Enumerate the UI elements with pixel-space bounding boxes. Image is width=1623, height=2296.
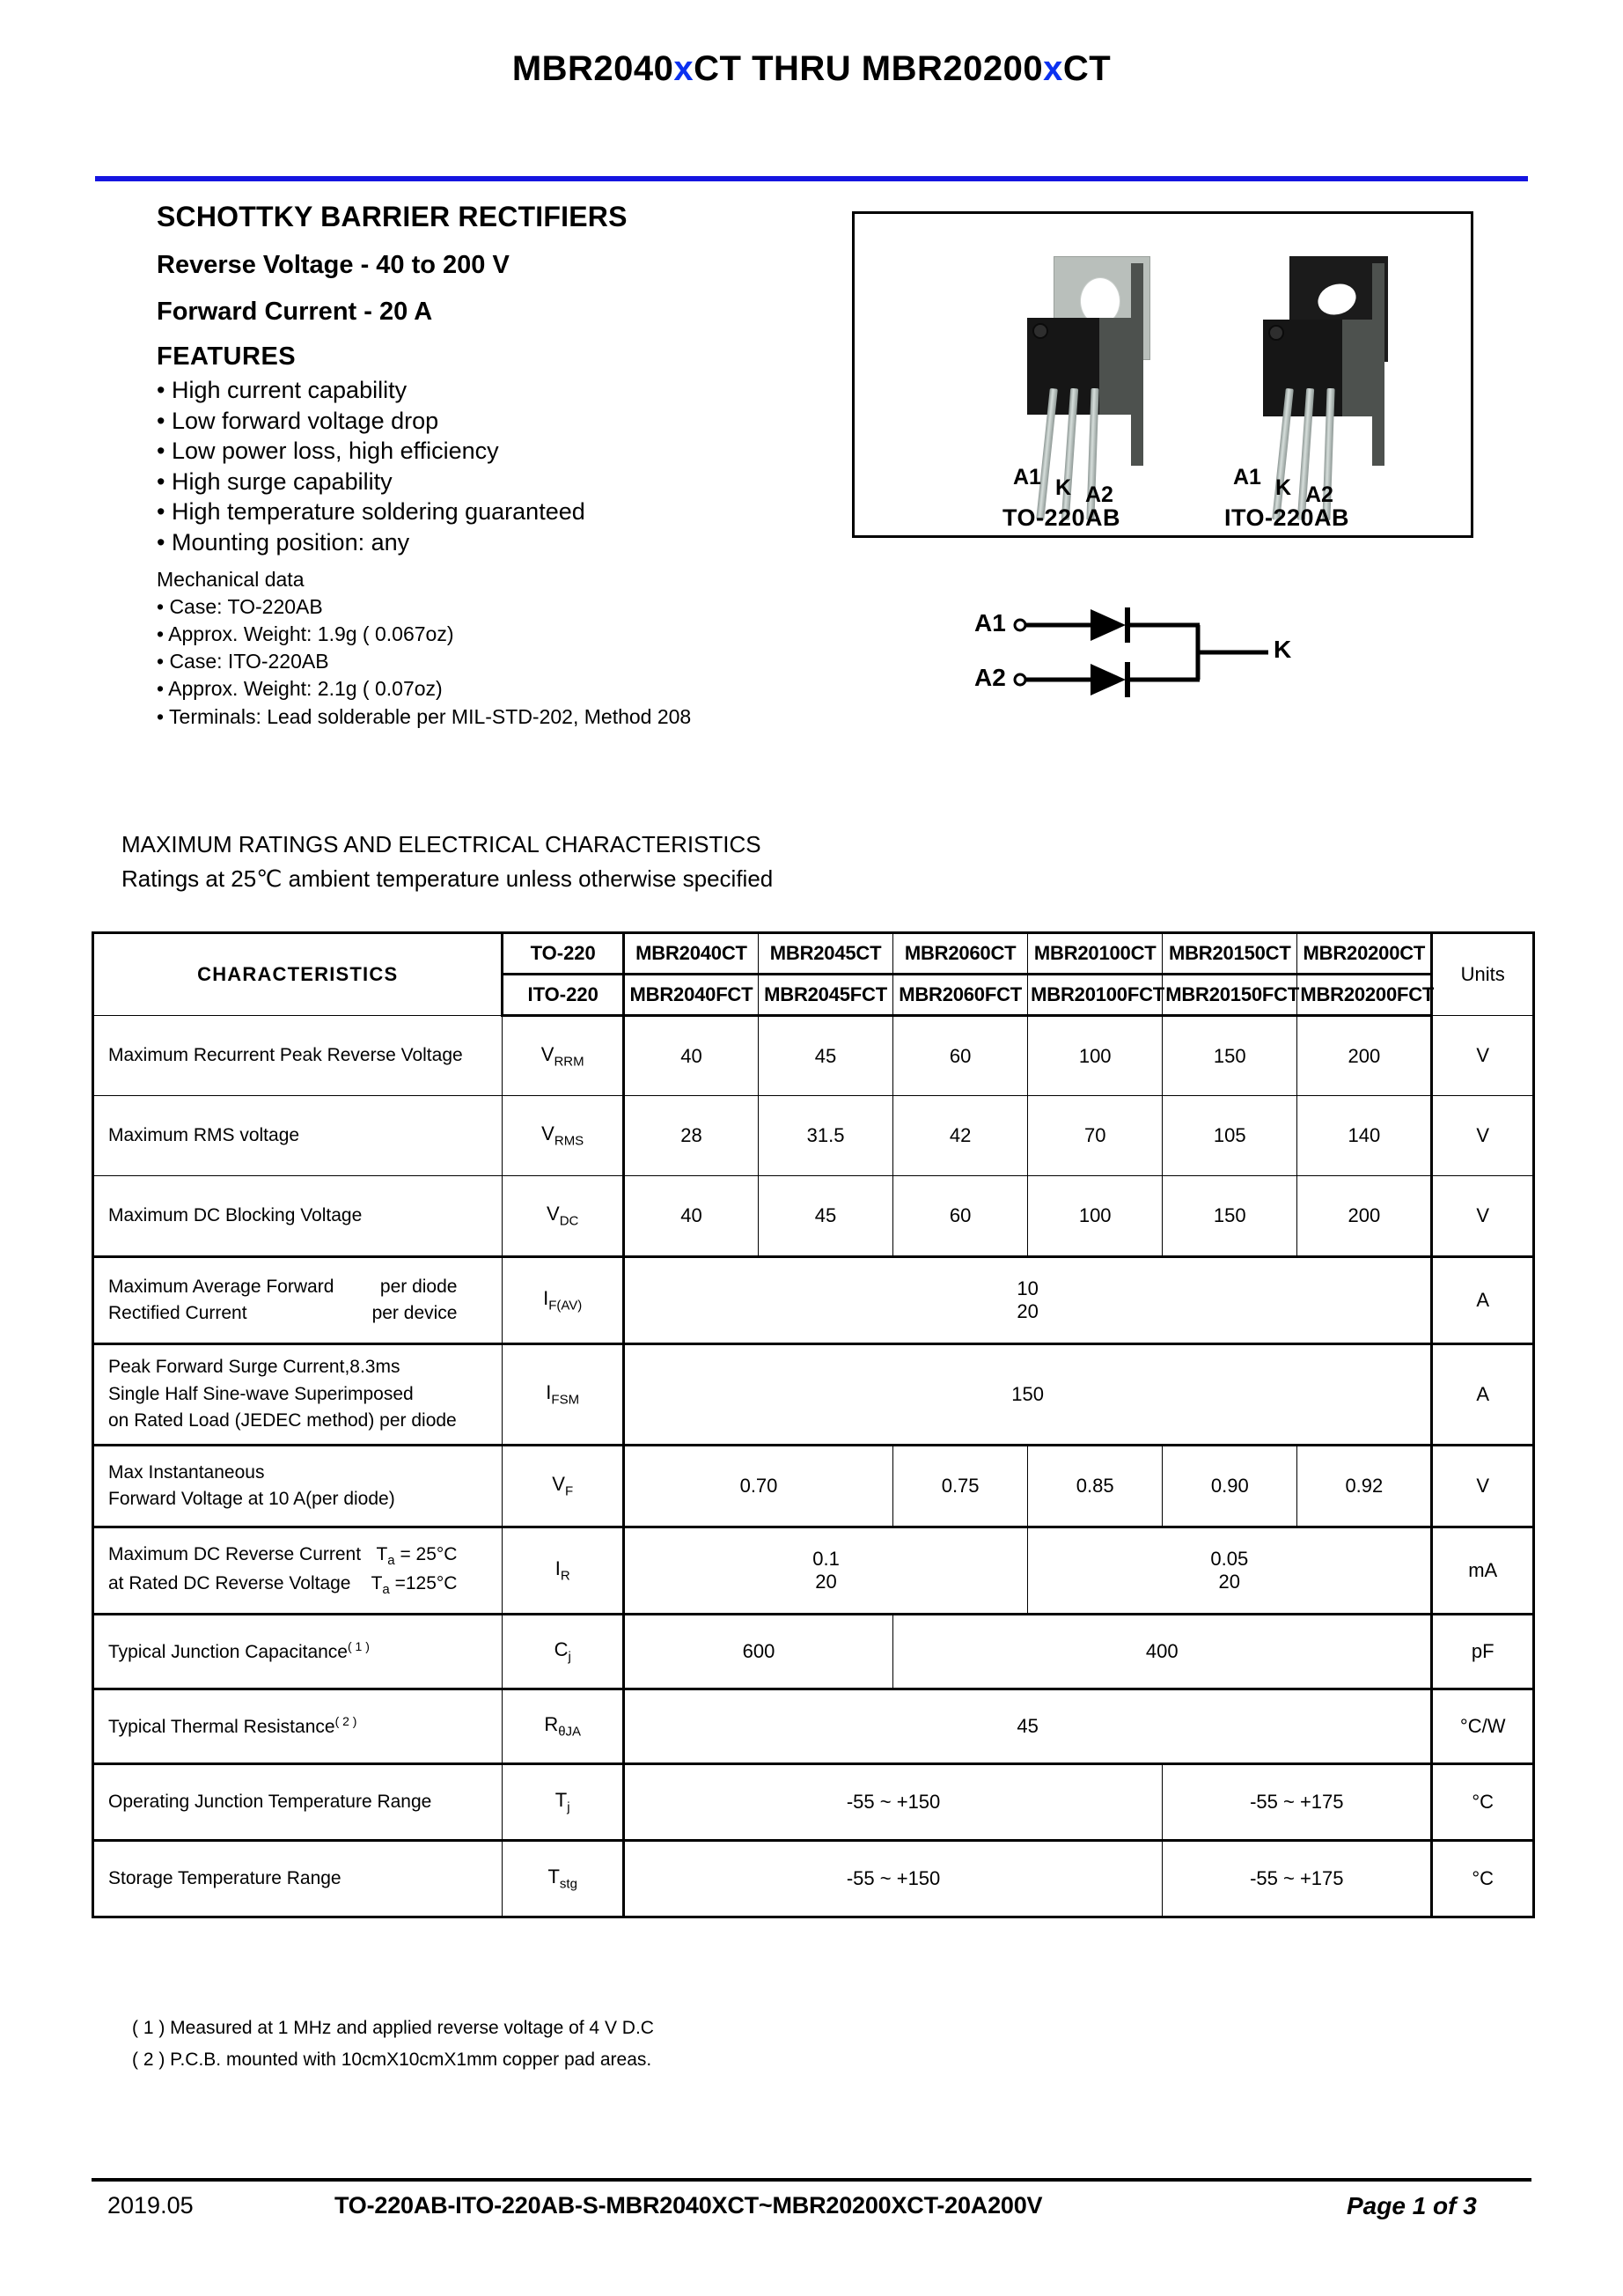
row-description bbox=[93, 1615, 503, 1689]
package-type-to220: TO-220 bbox=[503, 933, 623, 975]
ito220-pin-label-a2: A2 bbox=[1305, 482, 1333, 507]
footnotes bbox=[132, 2013, 654, 2075]
value-cell: 42 bbox=[893, 1096, 1028, 1176]
list-item: • Case: TO-220AB bbox=[157, 595, 323, 619]
part-number-cell: MBR20150CT bbox=[1163, 933, 1297, 975]
value-line-per-diode: 10 bbox=[1017, 1277, 1039, 1299]
condition-value: =125°C bbox=[389, 1573, 458, 1593]
list-item: • Terminals: Lead solderable per MIL-STD-202, Method 208 bbox=[157, 704, 692, 728]
unit-cell: V bbox=[1432, 1446, 1534, 1527]
symbol-base: V bbox=[540, 1042, 554, 1065]
list-item: • Low forward voltage drop bbox=[157, 407, 439, 434]
value-cell: 100 bbox=[1028, 1016, 1163, 1096]
package-illustration-box bbox=[852, 211, 1473, 691]
title-x-1: x bbox=[673, 49, 694, 88]
unit-cell: V bbox=[1432, 1016, 1534, 1096]
characteristics-header: CHARACTERISTICS bbox=[93, 933, 503, 1016]
schematic-label-a2: A2 bbox=[974, 664, 1006, 691]
description-text: Typical Junction Capacitance bbox=[108, 1641, 348, 1662]
symbol-subscript: R bbox=[560, 1568, 570, 1584]
footnote-1: ( 1 ) Measured at 1 MHz and applied reverse voltage of 4 V D.C bbox=[132, 2018, 654, 2038]
forward-current-line: Forward Current - 20 A bbox=[157, 298, 433, 326]
ratings-section-heading bbox=[121, 828, 773, 896]
ito220ab-package-drawing bbox=[1251, 256, 1409, 520]
part-number-cell: MBR2060CT bbox=[893, 933, 1028, 975]
to220-pin-label-a2: A2 bbox=[1085, 482, 1113, 507]
value-cell: 105 bbox=[1163, 1096, 1297, 1176]
value-cell-merged bbox=[623, 1257, 1431, 1344]
value-cell: 0.92 bbox=[1297, 1446, 1432, 1527]
symbol-subscript: θJA bbox=[558, 1724, 582, 1740]
footer-date: 2019.05 bbox=[107, 2192, 194, 2219]
symbol-subscript: FSM bbox=[551, 1392, 580, 1408]
symbol-base: R bbox=[544, 1713, 559, 1736]
symbol-subscript: stg bbox=[559, 1876, 577, 1892]
features-list bbox=[157, 375, 861, 557]
title-part-1: MBR2040 bbox=[511, 49, 674, 88]
footer-page-number: Page 1 of 3 bbox=[1347, 2192, 1477, 2219]
ratings-heading-line-2: Ratings at 25℃ ambient temperature unless otherwise specified bbox=[121, 865, 774, 892]
description-line: Single Half Sine-wave Superimposed bbox=[108, 1383, 414, 1404]
description-line bbox=[108, 1542, 499, 1571]
row-symbol bbox=[503, 1615, 623, 1689]
footer-part-line: TO-220AB-ITO-220AB-S-MBR2040XCT~MBR20200XCT-20A200V bbox=[334, 2192, 1043, 2219]
condition-symbol: T bbox=[371, 1573, 383, 1593]
footer-divider bbox=[92, 2178, 1531, 2182]
ito220ab-package-name: ITO-220AB bbox=[1224, 504, 1350, 531]
value-cell-merged-left bbox=[623, 1527, 1027, 1615]
description-line: on Rated Load (JEDEC method) per diode bbox=[108, 1410, 457, 1431]
symbol-subscript: RRM bbox=[554, 1054, 584, 1070]
description-text: Rectified Current bbox=[108, 1303, 247, 1323]
description-condition bbox=[371, 1571, 500, 1600]
to220-pin-label-k: K bbox=[1055, 475, 1072, 500]
reverse-voltage-line: Reverse Voltage - 40 to 200 V bbox=[157, 251, 510, 279]
part-number-cell: MBR2045CT bbox=[759, 933, 893, 975]
description-qualifier: per device bbox=[371, 1303, 458, 1323]
value-cell: 0.85 bbox=[1028, 1446, 1163, 1527]
ratings-heading-line-1: MAXIMUM RATINGS AND ELECTRICAL CHARACTERISTICS bbox=[121, 831, 761, 857]
to220ab-package-name: TO-220AB bbox=[1002, 504, 1121, 531]
row-symbol bbox=[503, 1446, 623, 1527]
specifications-table bbox=[92, 931, 1535, 1918]
row-description: Maximum RMS voltage bbox=[93, 1096, 503, 1176]
symbol-subscript: j bbox=[568, 1649, 571, 1665]
row-symbol bbox=[503, 1689, 623, 1764]
table-row bbox=[93, 1689, 1534, 1764]
unit-cell: °C bbox=[1432, 1764, 1534, 1841]
condition-subscript: a bbox=[387, 1553, 395, 1569]
overview-text-column bbox=[157, 201, 861, 731]
title-part-2: CT THRU MBR20200 bbox=[694, 49, 1044, 88]
row-symbol bbox=[503, 1257, 623, 1344]
value-cell: 0.90 bbox=[1163, 1446, 1297, 1527]
unit-cell: °C bbox=[1432, 1841, 1534, 1917]
description-text: at Rated DC Reverse Voltage bbox=[108, 1573, 351, 1593]
description-line bbox=[108, 1571, 499, 1600]
to220-pin-label-a1: A1 bbox=[1013, 465, 1041, 489]
features-heading: FEATURES bbox=[157, 342, 297, 371]
part-number-cell: MBR20100FCT bbox=[1028, 975, 1163, 1016]
table-row bbox=[93, 1344, 1534, 1446]
value-line-per-device: 20 bbox=[1017, 1300, 1039, 1322]
value-cell-merged-right: 400 bbox=[893, 1615, 1432, 1689]
table-row bbox=[93, 1096, 1534, 1176]
value-cell: 60 bbox=[893, 1176, 1028, 1257]
list-item: • High surge capability bbox=[157, 467, 393, 495]
list-item: • Case: ITO-220AB bbox=[157, 650, 329, 673]
condition-symbol: T bbox=[376, 1544, 388, 1565]
symbol-base: C bbox=[554, 1638, 569, 1661]
row-description bbox=[93, 1257, 503, 1344]
value-cell-merged-right: -55 ~ +175 bbox=[1163, 1764, 1432, 1841]
diode-schematic bbox=[974, 606, 1348, 703]
row-description bbox=[93, 1527, 503, 1615]
row-symbol bbox=[503, 1841, 623, 1917]
row-symbol bbox=[503, 1527, 623, 1615]
row-description: Operating Junction Temperature Range bbox=[93, 1764, 503, 1841]
description-line: Peak Forward Surge Current,8.3ms bbox=[108, 1357, 400, 1378]
unit-cell: mA bbox=[1432, 1527, 1534, 1615]
description-text: Typical Thermal Resistance bbox=[108, 1716, 335, 1737]
unit-cell: pF bbox=[1432, 1615, 1534, 1689]
part-number-cell: MBR2040CT bbox=[623, 933, 758, 975]
value-cell-merged: 0.70 bbox=[623, 1446, 892, 1527]
value-cell: 60 bbox=[893, 1016, 1028, 1096]
value-cell-merged: 45 bbox=[623, 1689, 1431, 1764]
unit-cell: V bbox=[1432, 1096, 1534, 1176]
symbol-subscript: F bbox=[564, 1483, 574, 1499]
unit-cell: A bbox=[1432, 1257, 1534, 1344]
row-description: Maximum Recurrent Peak Reverse Voltage bbox=[93, 1016, 503, 1096]
value-cell-merged-right: -55 ~ +175 bbox=[1163, 1841, 1432, 1917]
footnote-marker: ( 1 ) bbox=[348, 1638, 370, 1653]
row-symbol bbox=[503, 1016, 623, 1096]
table-row bbox=[93, 1841, 1534, 1917]
symbol-base: T bbox=[554, 1789, 568, 1812]
package-type-ito220: ITO-220 bbox=[503, 975, 623, 1016]
value-cell: 0.75 bbox=[893, 1446, 1028, 1527]
symbol-base: V bbox=[541, 1122, 554, 1145]
description-line: Forward Voltage at 10 A(per diode) bbox=[108, 1489, 395, 1509]
symbol-base: V bbox=[547, 1203, 560, 1225]
part-number-cell: MBR20200FCT bbox=[1297, 975, 1432, 1016]
table-row bbox=[93, 1176, 1534, 1257]
value-line-25c: 0.05 bbox=[1210, 1548, 1249, 1570]
table-row bbox=[93, 1764, 1534, 1841]
symbol-subscript: j bbox=[567, 1799, 570, 1815]
value-line-125c: 20 bbox=[1218, 1571, 1241, 1593]
value-cell: 45 bbox=[759, 1016, 893, 1096]
symbol-subscript: RMS bbox=[554, 1133, 584, 1149]
units-header: Units bbox=[1432, 933, 1534, 1016]
diode-schematic-svg bbox=[978, 606, 1348, 703]
value-cell: 70 bbox=[1028, 1096, 1163, 1176]
value-cell: 28 bbox=[623, 1096, 758, 1176]
footnote-2: ( 2 ) P.C.B. mounted with 10cmX10cmX1mm copper pad areas. bbox=[132, 2049, 652, 2070]
title-part-3: CT bbox=[1062, 49, 1112, 88]
description-line bbox=[108, 1300, 499, 1327]
table-header-row-to220 bbox=[93, 933, 1534, 975]
unit-cell: °C/W bbox=[1432, 1689, 1534, 1764]
value-cell: 31.5 bbox=[759, 1096, 893, 1176]
list-item: • Low power loss, high efficiency bbox=[157, 438, 499, 465]
value-cell: 45 bbox=[759, 1176, 893, 1257]
table-row bbox=[93, 1257, 1534, 1344]
value-cell-merged-left: -55 ~ +150 bbox=[623, 1841, 1162, 1917]
row-description bbox=[93, 1344, 503, 1446]
description-qualifier: per diode bbox=[379, 1276, 458, 1297]
schematic-label-a1: A1 bbox=[974, 609, 1006, 637]
list-item: • High current capability bbox=[157, 377, 408, 403]
row-symbol bbox=[503, 1764, 623, 1841]
value-cell: 150 bbox=[1163, 1016, 1297, 1096]
ito220-pin-label-k: K bbox=[1275, 475, 1292, 500]
description-condition bbox=[376, 1542, 499, 1571]
value-cell: 200 bbox=[1297, 1016, 1432, 1096]
unit-cell: V bbox=[1432, 1176, 1534, 1257]
description-text: Maximum DC Reverse Current bbox=[108, 1544, 362, 1565]
value-line-25c: 0.1 bbox=[812, 1548, 840, 1570]
symbol-subscript: DC bbox=[559, 1213, 579, 1229]
schematic-label-k: K bbox=[1274, 636, 1292, 663]
symbol-base: T bbox=[547, 1866, 560, 1888]
page-footer bbox=[0, 2192, 1623, 2245]
value-cell-merged-left: -55 ~ +150 bbox=[623, 1764, 1162, 1841]
symbol-base: I bbox=[546, 1381, 552, 1404]
part-number-cell: MBR2040FCT bbox=[623, 975, 758, 1016]
table-row bbox=[93, 1527, 1534, 1615]
part-number-cell: MBR2060FCT bbox=[893, 975, 1028, 1016]
value-cell: 40 bbox=[623, 1016, 758, 1096]
description-line bbox=[108, 1274, 499, 1300]
ito220-pin-label-a1: A1 bbox=[1233, 465, 1261, 489]
part-number-cell: MBR20200CT bbox=[1297, 933, 1432, 975]
value-cell-merged-right bbox=[1028, 1527, 1432, 1615]
value-line-125c: 20 bbox=[815, 1571, 837, 1593]
value-cell: 200 bbox=[1297, 1176, 1432, 1257]
symbol-base: I bbox=[554, 1557, 561, 1580]
row-description bbox=[93, 1446, 503, 1527]
part-number-cell: MBR20100CT bbox=[1028, 933, 1163, 975]
overview-heading: SCHOTTKY BARRIER RECTIFIERS bbox=[157, 201, 628, 232]
unit-cell: A bbox=[1432, 1344, 1534, 1446]
description-line: Max Instantaneous bbox=[108, 1461, 265, 1483]
value-cell: 150 bbox=[1163, 1176, 1297, 1257]
symbol-base: I bbox=[543, 1287, 549, 1310]
footnote-marker: ( 2 ) bbox=[334, 1713, 357, 1728]
part-number-cell: MBR20150FCT bbox=[1163, 975, 1297, 1016]
table-row bbox=[93, 1615, 1534, 1689]
symbol-base: V bbox=[552, 1473, 565, 1496]
list-item: • High temperature soldering guaranteed bbox=[157, 498, 585, 526]
header-divider bbox=[95, 176, 1528, 181]
table-row bbox=[93, 1016, 1534, 1096]
value-cell-merged: 150 bbox=[623, 1344, 1431, 1446]
page-title bbox=[0, 0, 1623, 89]
mechanical-data-heading: Mechanical data bbox=[157, 568, 305, 592]
value-cell: 140 bbox=[1297, 1096, 1432, 1176]
list-item: • Approx. Weight: 1.9g ( 0.067oz) bbox=[157, 622, 454, 646]
condition-value: = 25°C bbox=[394, 1544, 458, 1565]
row-description: Maximum DC Blocking Voltage bbox=[93, 1176, 503, 1257]
list-item: • Approx. Weight: 2.1g ( 0.07oz) bbox=[157, 677, 443, 701]
mechanical-data-list bbox=[157, 593, 861, 730]
part-number-cell: MBR2045FCT bbox=[759, 975, 893, 1016]
table-row bbox=[93, 1446, 1534, 1527]
list-item: • Mounting position: any bbox=[157, 528, 410, 556]
condition-subscript: a bbox=[382, 1582, 390, 1598]
value-cell-merged-left: 600 bbox=[623, 1615, 892, 1689]
row-symbol bbox=[503, 1176, 623, 1257]
row-description: Storage Temperature Range bbox=[93, 1841, 503, 1917]
value-cell: 40 bbox=[623, 1176, 758, 1257]
value-cell: 100 bbox=[1028, 1176, 1163, 1257]
row-symbol bbox=[503, 1344, 623, 1446]
row-description bbox=[93, 1689, 503, 1764]
title-x-2: x bbox=[1043, 49, 1063, 88]
symbol-subscript: F(AV) bbox=[548, 1298, 583, 1314]
description-text: Maximum Average Forward bbox=[108, 1276, 334, 1297]
row-symbol bbox=[503, 1096, 623, 1176]
